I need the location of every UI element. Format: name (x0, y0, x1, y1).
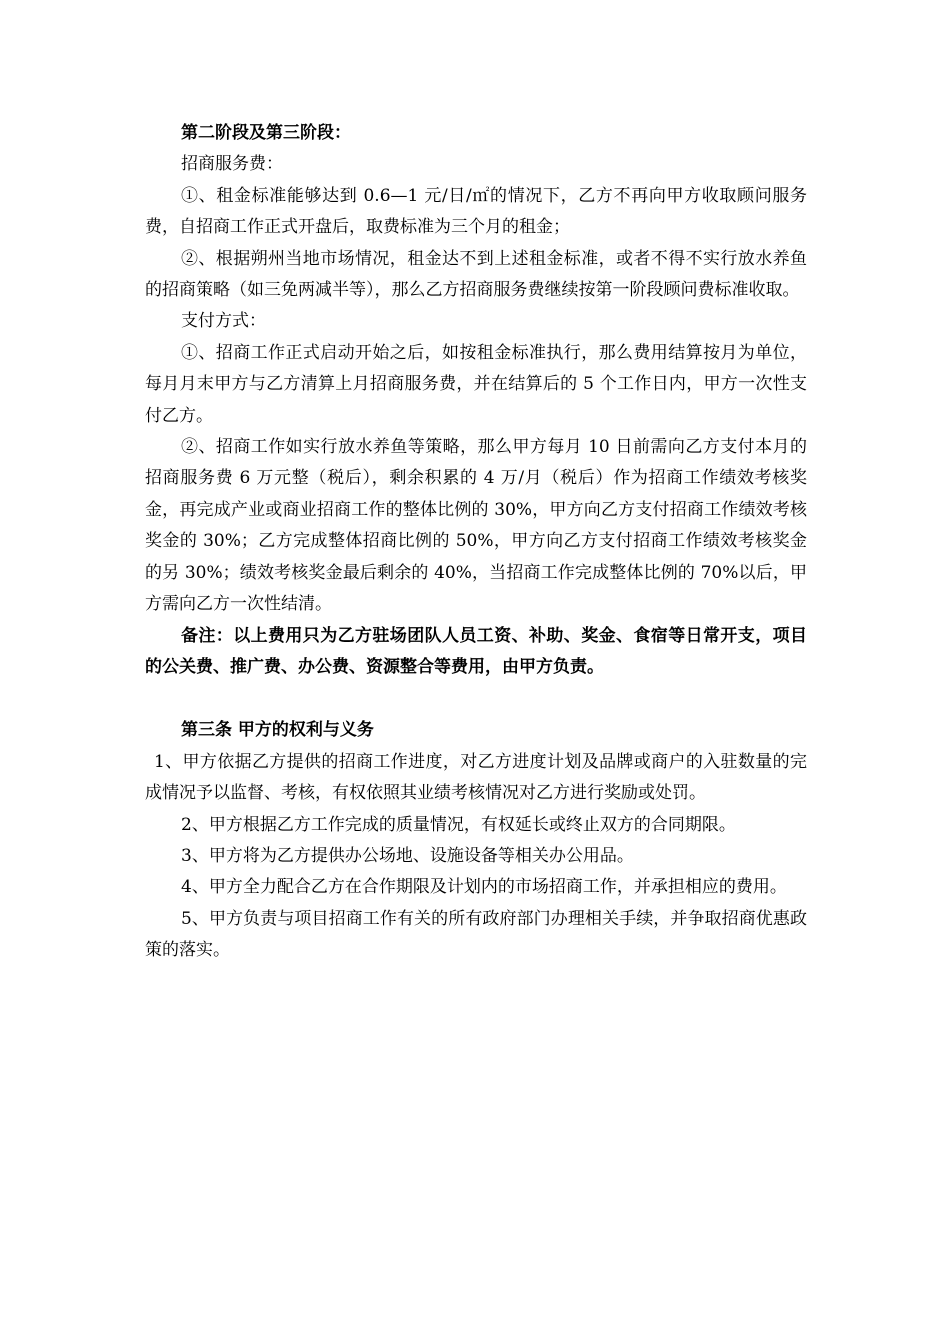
service-fee-label: 招商服务费： (181, 154, 283, 175)
payment-item-1: ①、招商工作正式启动开始之后，如按租金标准执行，那么费用结算按月为单位，每月月末甲方与乙方清算上月招商服务费，并在结算后的 5 个工作日内，甲方一次性支付乙方。 (145, 342, 807, 426)
payment-label: 支付方式： (181, 311, 266, 332)
service-fee-item-1: ①、租金标准能够达到 0.6—1 元/日/㎡的情况下，乙方不再向甲方收取顾问服务费，自招商工作正式开盘后，取费标准为三个月的租金； (145, 185, 807, 238)
article3-item-4: 4、甲方全力配合乙方在合作期限及计划内的市场招商工作，并承担相应的费用。 (181, 877, 787, 898)
article3-item-1: 1、甲方依据乙方提供的招商工作进度，对乙方进度计划及品牌或商户的入驻数量的完成情况予以监督、考核，有权依照其业绩考核情况对乙方进行奖励或处罚。 (145, 751, 807, 804)
stage23-heading: 第二阶段及第三阶段： (181, 123, 351, 143)
article3-heading: 第三条 甲方的权利与义务 (181, 720, 374, 741)
service-fee-item-2: ②、根据朔州当地市场情况，租金达不到上述租金标准，或者不得不实行放水养鱼的招商策略（如三免两减半等），那么乙方招商服务费继续按第一阶段顾问费标准收取。 (145, 248, 807, 301)
article3-item-3: 3、甲方将为乙方提供办公场地、设施设备等相关办公用品。 (181, 845, 634, 866)
article3-item-5: 5、甲方负责与项目招商工作有关的所有政府部门办理相关手续，并争取招商优惠政策的落实。 (145, 908, 807, 961)
payment-item-2: ②、招商工作如实行放水养鱼等策略，那么甲方每月 10 日前需向乙方支付本月的招商服务费 6 万元整（税后），剩余积累的 4 万/月（税后）作为招商工作绩效考核奖金，再完成产业或商业招商工作的整体比例的 30%，甲方向乙方支付招商工作绩效考核奖金的 30%；乙方完成整体招商比例的 50%，甲方向乙方支付招商工作绩效考核奖金的另 30%；绩效考核奖金最后剩余的 40%，当招商工作完成整体比例的 70%以后，甲方需向乙方一次性结清。 (145, 437, 807, 615)
section-spacer (145, 683, 807, 715)
document-body (145, 118, 807, 967)
article3-item-2: 2、甲方根据乙方工作完成的质量情况，有权延长或终止双方的合同期限。 (181, 814, 736, 835)
note-paragraph: 备注：以上费用只为乙方驻场团队人员工资、补助、奖金、食宿等日常开支，项目的公关费、推广费、办公费、资源整合等费用，由甲方负责。 (145, 625, 807, 677)
